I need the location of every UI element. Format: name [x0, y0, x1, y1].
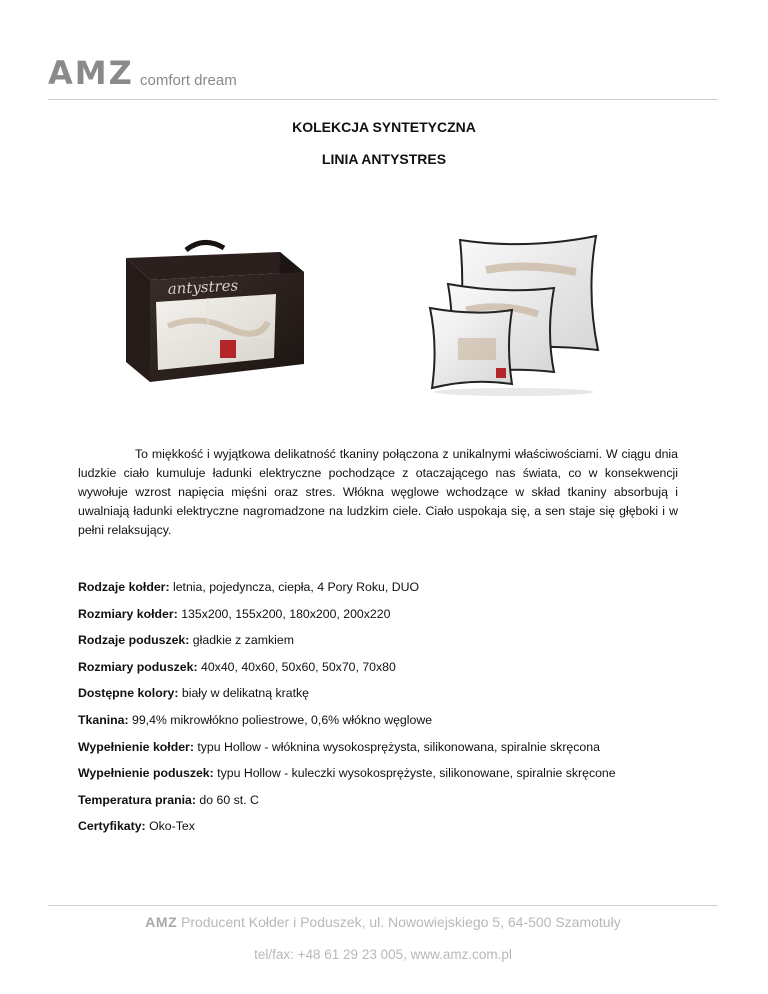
spec-item: [78, 818, 718, 845]
spec-item: [78, 685, 718, 712]
spec-label: Temperatura prania:: [78, 792, 196, 807]
spec-item: [78, 579, 718, 606]
spec-value: 40x40, 40x60, 50x60, 50x70, 70x80: [197, 659, 396, 674]
spec-item: [78, 659, 718, 686]
spec-label: Rozmiary poduszek:: [78, 659, 198, 674]
spec-label: Wypełnienie poduszek:: [78, 766, 214, 781]
page-subtitle: LINIA ANTYSTRES: [321, 151, 447, 167]
footer-address: [48, 914, 718, 930]
spec-label: Certyfikaty:: [78, 819, 146, 834]
specs-list: [78, 579, 718, 845]
spec-item: [78, 606, 718, 633]
description-paragraph: To miękkość i wyjątkowa delikatność tkaniny połączona z unikalnymi właściwościami. W ciągu dnia ludzkie ciało kumuluje ładunki elektryczne pochodzące z otaczającego nas świata, co w konsekwencji wywołuje wzrost napięcia mięśni oraz stres. Włókna węglowe wchodzące w skład tkaniny absorbują i uwalniają ładunki elektryczne nagromadzone na ludzkim ciele. Ciało uspokaja się, a sen staje się głęboki i w pełni relaksujący.: [78, 447, 678, 537]
page-title: KOLEKCJA SYNTETYCZNA: [292, 119, 476, 135]
header-divider: [48, 99, 718, 100]
amz-logo: AMZ: [48, 54, 134, 92]
logo-tagline: comfort dream: [140, 72, 237, 89]
spec-value: typu Hollow - włóknina wysokosprężysta, silikonowana, spiralnie skręcona: [193, 739, 600, 754]
spec-label: Wypełnienie kołder:: [78, 739, 194, 754]
spec-value: 99,4% mikrowłókno poliestrowe, 0,6% włókno węglowe: [128, 712, 433, 727]
spec-label: Rodzaje poduszek:: [78, 633, 190, 648]
spec-item: [78, 712, 718, 739]
spec-value: do 60 st. C: [196, 792, 259, 807]
footer-logo: AMZ: [145, 914, 178, 930]
spec-value: letnia, pojedyncza, ciepła, 4 Pory Roku, DUO: [169, 580, 420, 594]
quilt-bag-image: [108, 236, 308, 396]
spec-item: [78, 632, 718, 659]
page-footer: [48, 905, 718, 962]
spec-label: Rodzaje kołder:: [78, 580, 170, 594]
footer-divider: [48, 905, 718, 906]
spec-label: Tkanina:: [78, 712, 129, 727]
spec-value: typu Hollow - kuleczki wysokosprężyste, silikonowane, spiralnie skręcone: [213, 766, 616, 781]
spec-value: 135x200, 155x200, 180x200, 200x220: [177, 606, 391, 621]
footer-address-text: Producent Kołder i Poduszek, ul. Nowowiejskiego 5, 64-500 Szamotuły: [177, 914, 621, 930]
footer-contact: tel/fax: +48 61 29 23 005, www.amz.com.pl: [254, 947, 512, 962]
spec-value: biały w delikatną kratkę: [178, 686, 309, 701]
spec-value: gładkie z zamkiem: [189, 633, 294, 648]
spec-label: Dostępne kolory:: [78, 686, 179, 701]
spec-label: Rozmiary kołder:: [78, 606, 178, 621]
spec-item: [78, 765, 718, 792]
spec-value: Oko-Tex: [145, 819, 195, 834]
page-header: [48, 55, 718, 103]
spec-item: [78, 792, 718, 819]
spec-item: [78, 739, 718, 766]
bag-brand-text: antystres: [167, 276, 239, 298]
pillows-image: [426, 232, 601, 397]
